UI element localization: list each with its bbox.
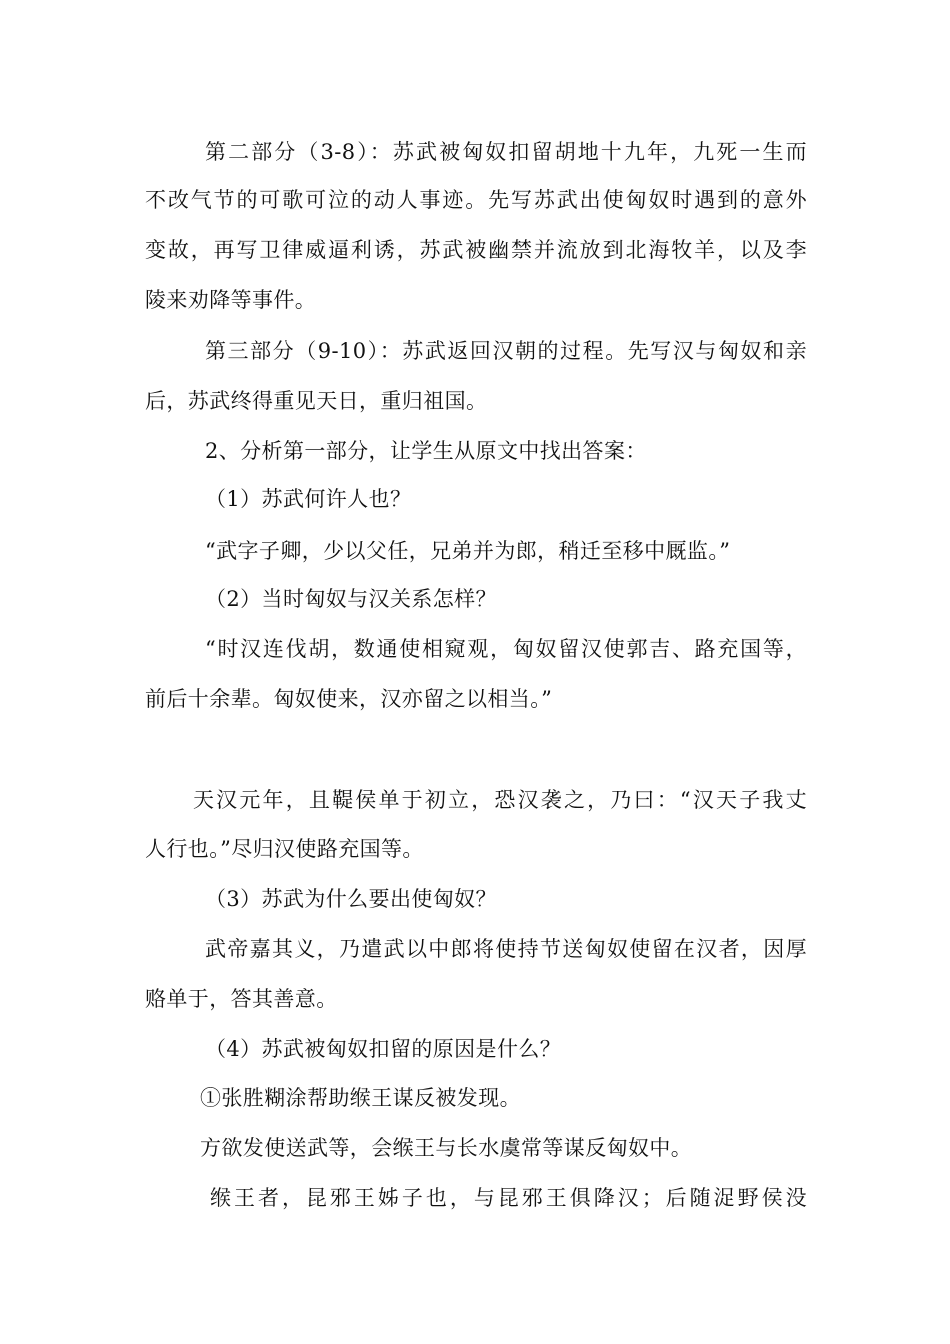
answer-2-line-1: “时汉连伐胡，数通使相窥观，匈奴留汉使郭吉、路充国等， — [205, 637, 807, 661]
answer-2b-line-1: 天汉元年，且鞮侯单于初立，恐汉袭之，乃曰：“汉天子我丈 — [193, 788, 807, 812]
question-2: （2）当时匈奴与汉关系怎样？ — [205, 587, 497, 611]
answer-4-item-1: ①张胜糊涂帮助缑王谋反被发现。 — [200, 1086, 521, 1110]
answer-4-item-2: 方欲发使送武等，会缑王与长水虞常等谋反匈奴中。 — [200, 1136, 693, 1160]
question-1: （1）苏武何许人也？ — [205, 487, 412, 511]
paragraph-part2-line-4: 陵来劝降等事件。 — [145, 288, 317, 312]
paragraph-part2-line-3: 变故，再写卫律威逼利诱，苏武被幽禁并流放到北海牧羊，以及李 — [145, 238, 807, 262]
answer-3-line-1: 武帝嘉其义，乃遣武以中郎将使持节送匈奴使留在汉者，因厚 — [205, 937, 807, 961]
answer-4-item-3: 缑王者，昆邪王姊子也，与昆邪王俱降汉；后随浞野侯没 — [210, 1186, 807, 1210]
answer-2b-line-2: 人行也。”尽归汉使路充国等。 — [145, 837, 424, 861]
paragraph-part2-line-2: 不改气节的可歌可泣的动人事迹。先写苏武出使匈奴时遇到的意外 — [145, 188, 807, 212]
answer-3-line-2: 赂单于，答其善意。 — [145, 987, 338, 1011]
answer-2-line-2: 前后十余辈。匈奴使来，汉亦留之以相当。” — [145, 687, 553, 711]
question-4: （4）苏武被匈奴扣留的原因是什么？ — [205, 1037, 562, 1061]
paragraph-part3-line-1: 第三部分（9-10）：苏武返回汉朝的过程。先写汉与匈奴和亲 — [205, 339, 807, 363]
paragraph-part3-line-2: 后，苏武终得重见天日，重归祖国。 — [145, 389, 488, 413]
question-3: （3）苏武为什么要出使匈奴？ — [205, 887, 497, 911]
instruction-line: 2、分析第一部分，让学生从原文中找出答案： — [205, 439, 647, 463]
answer-1: “武字子卿，少以父任，兄弟并为郎，稍迁至移中厩监。” — [205, 539, 731, 563]
paragraph-part2-line-1: 第二部分（3-8）：苏武被匈奴扣留胡地十九年，九死一生而 — [205, 140, 807, 164]
